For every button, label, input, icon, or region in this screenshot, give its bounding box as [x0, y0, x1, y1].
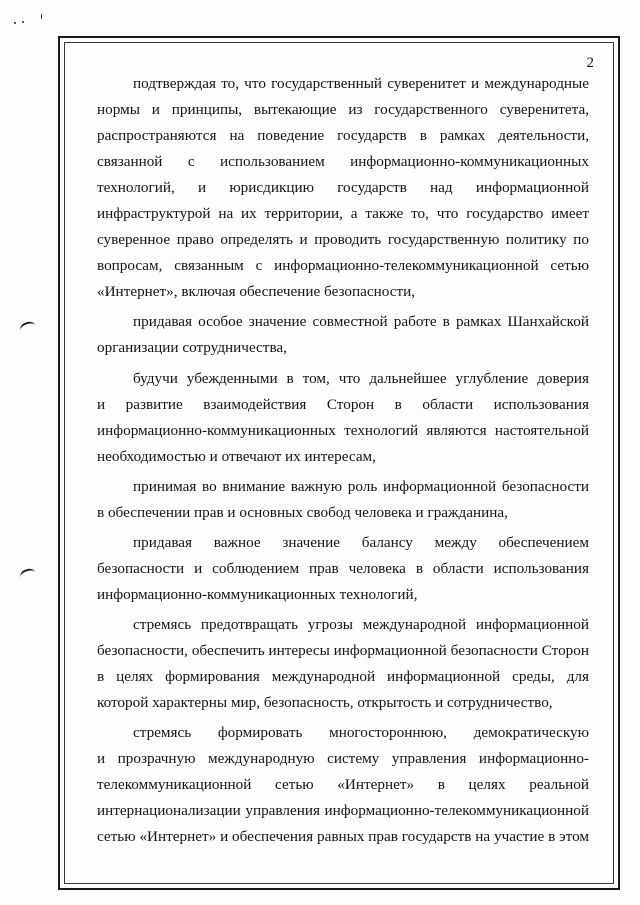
page-number: 2 [586, 55, 594, 71]
text-line: стремясь формировать многостороннюю, демократическую [133, 724, 589, 742]
text-line: инфраструктурой на их территории, а также то, что государство имеет [97, 205, 589, 223]
binding-hole-mark [19, 320, 38, 336]
text-line: и прозрачную международную систему управления информационно- [97, 750, 589, 768]
text-line: безопасности и соблюдением прав человека в области использования [97, 559, 589, 577]
text-line: нормы и принципы, вытекающие из государственного суверенитета, [97, 101, 589, 119]
scan-speck [22, 21, 24, 23]
scan-speck [14, 22, 16, 24]
text-line: информационно-коммуникационных технологий являются настоятельной [97, 421, 589, 439]
text-line: вопросам, связанным с информационно-телекоммуникационной сетью [97, 257, 589, 275]
text-line: в обеспечении прав и основных свобод человека и гражданина, [97, 503, 508, 521]
text-line: организации сотрудничества, [97, 339, 287, 357]
text-line: технологий, и юрисдикцию государств над информационной [97, 179, 589, 197]
text-line: придавая важное значение балансу между обеспечением [133, 533, 589, 551]
scan-speck [41, 14, 42, 19]
text-line: стремясь предотвращать угрозы международной информационной [133, 615, 589, 633]
text-line: необходимостью и отвечают их интересам, [97, 447, 376, 465]
text-line: безопасности, обеспечить интересы информационной безопасности Сторон [97, 641, 589, 659]
text-line: принимая во внимание важную роль информационной безопасности [133, 477, 589, 495]
text-line: и развитие взаимодействия Сторон в области использования [97, 395, 589, 413]
text-line: интернационализации управления информационно-телекоммуникационной [97, 802, 589, 820]
text-line: которой характерны мир, безопасность, открытость и сотрудничество, [97, 694, 553, 712]
text-line: телекоммуникационной сетью «Интернет» в целях реальной [97, 776, 589, 794]
text-line: «Интернет», включая обеспечение безопасности, [97, 283, 416, 301]
text-line: сетью «Интернет» и обеспечения равных прав государств на участие в этом [97, 828, 589, 846]
text-line: в целях формирования международной информационной среды, для [97, 668, 589, 686]
text-line: суверенное право определять и проводить государственную политику по [97, 231, 589, 249]
text-line: придавая особое значение совместной работе в рамках Шанхайской [133, 313, 589, 331]
binding-hole-mark [19, 567, 38, 583]
text-line: связанной с использованием информационно-коммуникационных [97, 153, 589, 171]
text-line: будучи убежденными в том, что дальнейшее углубление доверия [133, 369, 589, 387]
text-line: подтверждая то, что государственный суверенитет и международные [133, 75, 589, 92]
text-line: распространяются на поведение государств в рамках деятельности, [97, 127, 589, 145]
document-body [97, 71, 589, 850]
text-line: информационно-коммуникационных технологий, [97, 585, 418, 603]
